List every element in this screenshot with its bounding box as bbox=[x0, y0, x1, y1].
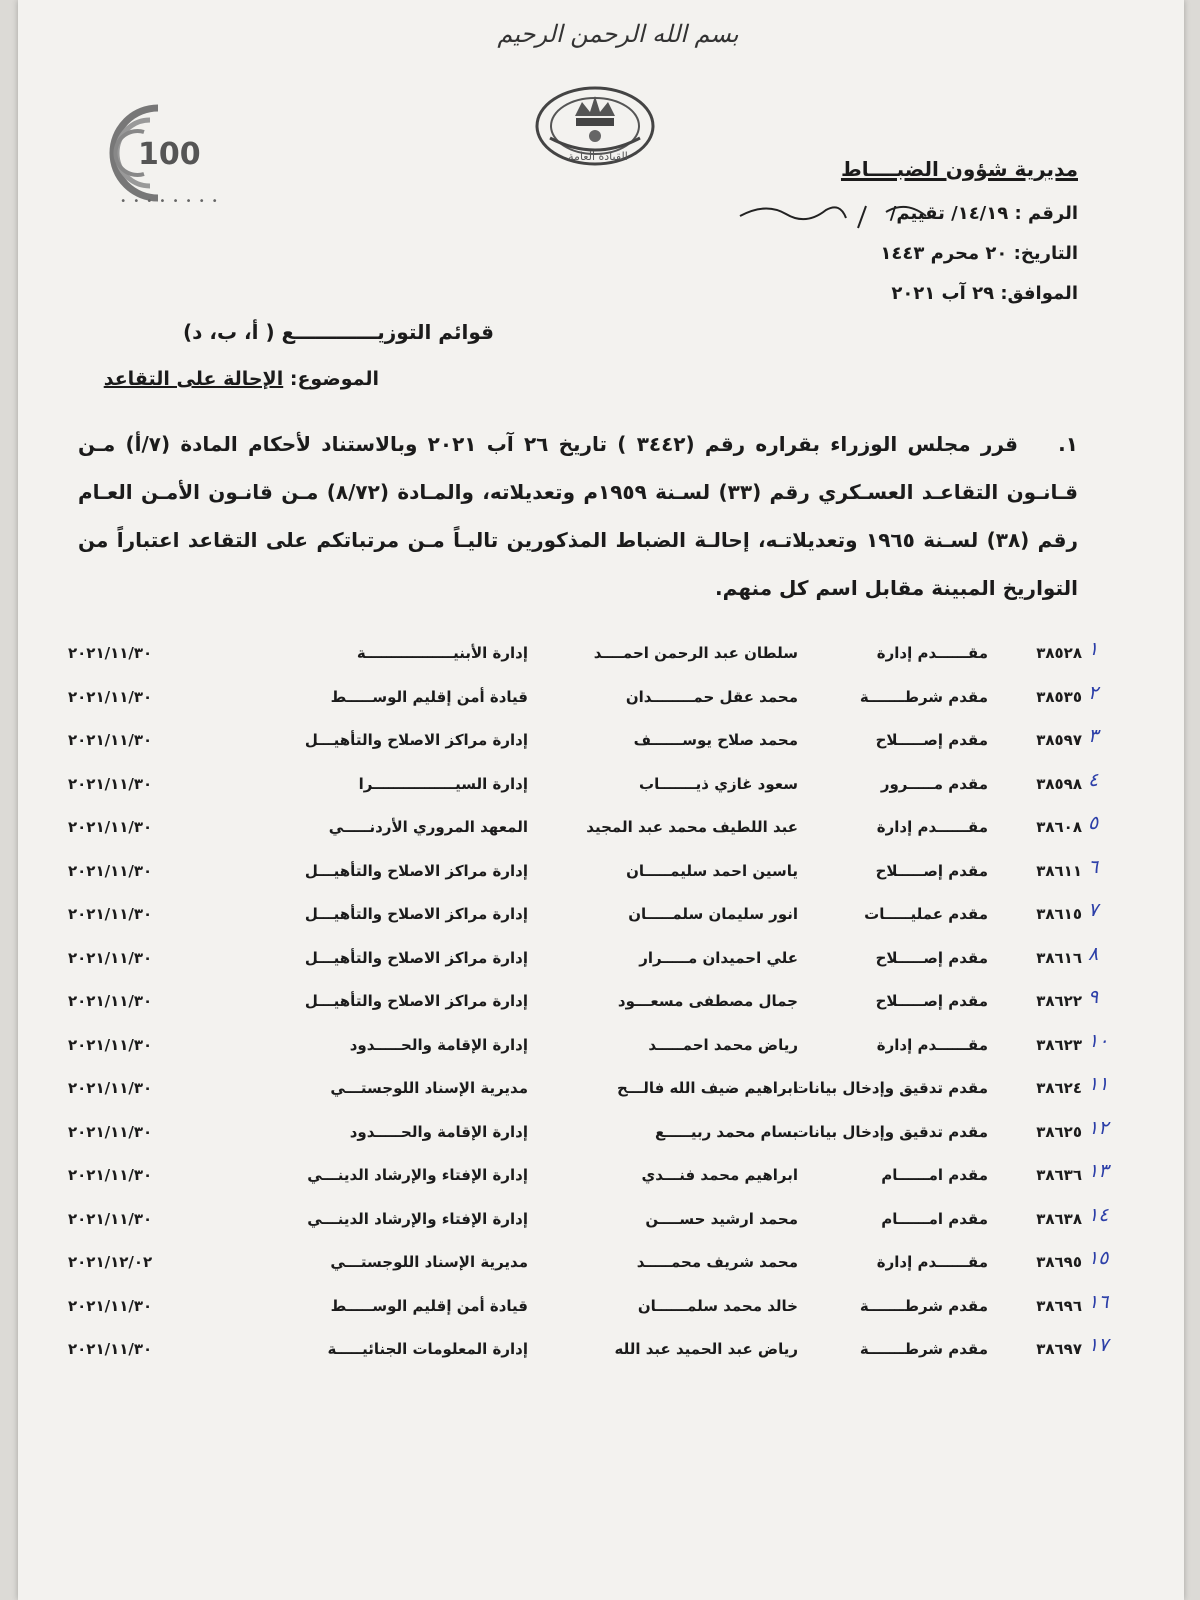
logo-caption: • • • • • • • • bbox=[120, 196, 220, 207]
military-number: ٣٨٦٠٨ bbox=[1036, 818, 1082, 836]
officer-rank: مقدم شرطـــــــة bbox=[859, 1340, 988, 1358]
row-index: ٥ bbox=[1088, 812, 1099, 834]
officer-name: بسام محمد ربيـــــع bbox=[654, 1122, 798, 1141]
paragraph-number: ١. bbox=[1058, 432, 1078, 456]
table-row bbox=[68, 897, 1138, 941]
logo-number: 100 bbox=[138, 137, 201, 172]
retirement-date: ٢٠٢١/١١/٣٠ bbox=[68, 644, 153, 662]
emblem-caption: القيادة العامة bbox=[568, 150, 628, 163]
subject-label: الموضوع: bbox=[289, 368, 379, 390]
military-number: ٣٨٦٣٦ bbox=[1036, 1166, 1082, 1184]
officer-name: ابراهيم محمد فنـــدي bbox=[641, 1166, 798, 1184]
military-number: ٣٨٦٢٤ bbox=[1036, 1079, 1082, 1097]
officer-rank: مقدم امــــــام bbox=[881, 1209, 988, 1228]
decision-paragraph bbox=[78, 420, 1078, 612]
retirement-date: ٢٠٢١/١١/٣٠ bbox=[68, 731, 153, 749]
officer-name: جمال مصطفى مسعـــود bbox=[617, 992, 798, 1010]
svg-text:١ / ١٦٢٦: ١ / ١٦٢٦ bbox=[736, 196, 740, 197]
retirement-date: ٢٠٢١/١١/٣٠ bbox=[68, 992, 153, 1010]
officer-rank: مقدم إصـــــلاح bbox=[875, 948, 988, 967]
table-row bbox=[68, 1289, 1138, 1333]
paragraph-text: قرر مجلس الوزراء بقراره رقم (٣٤٤٢ ) تاريخ ٢٦ آب ٢٠٢١ وبالاستناد لأحكام المادة (٧/أ) مـن قـانـون التقاعـد العسـكري رقم (٣٣) لسـنة ١٩٥٩م وتعديلاته، والمـادة (٨/٧٢) مـن قانـون الأمـن العـام رقم (٣٨) لسـنة ١٩٦٥ وتعديلاتـه، إحالـة الضباط المذكورين تاليـاً مـن مرتباتكم على التقاعد اعتباراً من التواريخ المبينة مقابل اسم كل منهم. bbox=[78, 432, 1078, 600]
officer-department: مديرية الإسناد اللوجستـــي bbox=[330, 1253, 528, 1271]
handwritten-reference bbox=[736, 196, 936, 236]
officer-name: محمد عقل حمــــــــدان bbox=[625, 687, 798, 706]
retirement-date: ٢٠٢١/١١/٣٠ bbox=[68, 1296, 153, 1315]
table-row bbox=[68, 810, 1138, 854]
officer-name: رياض محمد احمـــــد bbox=[648, 1035, 798, 1054]
retirement-date: ٢٠٢١/١١/٣٠ bbox=[68, 687, 153, 706]
table-row bbox=[68, 941, 1138, 985]
officer-department: إدارة مراكز الاصلاح والتأهيـــل bbox=[304, 992, 528, 1010]
officer-name: سعود غازي ذيـــــــاب bbox=[639, 774, 798, 793]
officer-department: إدارة مراكز الاصلاح والتأهيـــل bbox=[304, 861, 528, 880]
distribution-lists: قوائم التوزيــــــــــــع ( أ، ب، د) bbox=[183, 320, 494, 344]
row-index: ١١ bbox=[1088, 1073, 1109, 1095]
officer-department: إدارة السيــــــــــــــــرا bbox=[358, 774, 528, 793]
military-number: ٣٨٦١٥ bbox=[1036, 905, 1082, 923]
row-index: ١٦ bbox=[1088, 1290, 1109, 1313]
officer-rank: مقدم تدقيق وإدخال بيانات bbox=[793, 1122, 988, 1141]
retirement-date: ٢٠٢١/١١/٣٠ bbox=[68, 1122, 153, 1141]
table-row bbox=[68, 1028, 1138, 1072]
officer-name: محمد صلاح يوســــــف bbox=[633, 731, 798, 749]
officer-rank: مقدم إصـــــلاح bbox=[875, 992, 988, 1010]
row-index: ١٢ bbox=[1088, 1116, 1109, 1139]
row-index: ٢ bbox=[1088, 681, 1099, 704]
table-row bbox=[68, 1115, 1138, 1159]
military-number: ٣٨٦٢٢ bbox=[1036, 992, 1082, 1010]
officer-department: إدارة مراكز الاصلاح والتأهيـــل bbox=[304, 731, 528, 749]
table-row bbox=[68, 1158, 1138, 1202]
subject-line bbox=[104, 368, 379, 390]
document-sheet bbox=[18, 0, 1184, 1600]
officer-department: المعهد المروري الأردنـــــي bbox=[328, 818, 528, 836]
military-number: ٣٨٥٩٧ bbox=[1036, 731, 1082, 749]
officer-name: انور سليمان سلمـــــان bbox=[628, 905, 798, 923]
military-number: ٣٨٦٩٥ bbox=[1036, 1253, 1082, 1271]
military-number: ٣٨٦٢٣ bbox=[1036, 1035, 1082, 1054]
department-title: مديرية شؤون الضبــــاط bbox=[840, 157, 1078, 181]
basmala: بسم الله الرحمن الرحيم bbox=[497, 20, 739, 48]
retirement-date: ٢٠٢١/١٢/٠٢ bbox=[68, 1253, 153, 1271]
officer-rank: مقدم عمليـــــات bbox=[864, 905, 988, 923]
officer-rank: مقــــــدم إدارة bbox=[876, 644, 988, 662]
officer-department: إدارة المعلومات الجنائيـــــة bbox=[327, 1340, 528, 1358]
officer-rank: مقدم شرطـــــــة bbox=[859, 1296, 988, 1315]
table-row bbox=[68, 1071, 1138, 1115]
officer-department: إدارة الإقامة والحـــــدود bbox=[349, 1035, 528, 1054]
officer-name: رياض عبد الحميد عبد الله bbox=[614, 1340, 798, 1358]
retirement-date: ٢٠٢١/١١/٣٠ bbox=[68, 1166, 153, 1184]
retirement-date: ٢٠٢١/١١/٣٠ bbox=[68, 818, 153, 836]
officer-rank: مقــــــدم إدارة bbox=[876, 818, 988, 836]
hijri-date: التاريخ: ٢٠ محرم ١٤٤٣ bbox=[880, 243, 1078, 264]
reference-number: الرقم : ١٤/١٩/ تقييم/ bbox=[889, 203, 1078, 224]
officer-department: إدارة الإفتاء والإرشاد الدينـــي bbox=[307, 1166, 528, 1184]
officer-rank: مقدم شرطـــــــة bbox=[859, 687, 988, 706]
military-number: ٣٨٦٩٦ bbox=[1036, 1296, 1082, 1315]
officer-department: إدارة الإقامة والحـــــدود bbox=[349, 1122, 528, 1141]
officer-name: علي احميدان مـــــرار bbox=[639, 948, 798, 967]
retirement-date: ٢٠٢١/١١/٣٠ bbox=[68, 1035, 153, 1054]
military-number: ٣٨٦٣٨ bbox=[1036, 1209, 1082, 1228]
officer-name: ياسين احمد سليمـــــان bbox=[626, 861, 798, 880]
officer-department: إدارة الإفتاء والإرشاد الدينـــي bbox=[307, 1209, 528, 1228]
military-number: ٣٨٦٩٧ bbox=[1036, 1340, 1082, 1358]
officers-table bbox=[68, 636, 1138, 1376]
table-row bbox=[68, 723, 1138, 767]
table-row bbox=[68, 1202, 1138, 1246]
officer-name: محمد شريف محمـــــد bbox=[636, 1253, 798, 1271]
retirement-date: ٢٠٢١/١١/٣٠ bbox=[68, 1209, 153, 1228]
officer-department: قيادة أمن إقليم الوســـــط bbox=[330, 687, 528, 706]
table-row bbox=[68, 1245, 1138, 1289]
table-row bbox=[68, 1332, 1138, 1376]
row-index: ٤ bbox=[1088, 768, 1099, 791]
retirement-date: ٢٠٢١/١١/٣٠ bbox=[68, 774, 153, 793]
officer-name: عبد اللطيف محمد عبد المجيد bbox=[586, 818, 798, 836]
row-index: ١٥ bbox=[1088, 1247, 1109, 1269]
retirement-date: ٢٠٢١/١١/٣٠ bbox=[68, 905, 153, 923]
retirement-date: ٢٠٢١/١١/٣٠ bbox=[68, 861, 153, 880]
row-index: ٣ bbox=[1088, 725, 1099, 747]
row-index: ٩ bbox=[1088, 986, 1099, 1008]
military-number: ٣٨٦١٦ bbox=[1036, 948, 1082, 967]
officer-rank: مقدم إصـــــلاح bbox=[875, 861, 988, 880]
military-number: ٣٨٦١١ bbox=[1036, 861, 1082, 880]
military-number: ٣٨٥٢٨ bbox=[1036, 644, 1082, 662]
military-number: ٣٨٥٣٥ bbox=[1036, 687, 1082, 706]
officer-rank: مقدم إصـــــلاح bbox=[875, 731, 988, 749]
row-index: ٧ bbox=[1088, 899, 1099, 921]
officer-department: قيادة أمن إقليم الوســـــط bbox=[330, 1296, 528, 1315]
officer-name: ابراهيم ضيف الله فالـــح bbox=[617, 1079, 798, 1097]
military-number: ٣٨٥٩٨ bbox=[1036, 774, 1082, 793]
subject-text: الإحالة على التقاعد bbox=[103, 368, 284, 390]
officer-name: سلطان عبد الرحمن احمــــد bbox=[593, 644, 798, 662]
row-index: ١٣ bbox=[1088, 1160, 1109, 1182]
gregorian-date: الموافق: ٢٩ آب ٢٠٢١ bbox=[891, 283, 1078, 304]
row-index: ١٧ bbox=[1088, 1334, 1109, 1356]
retirement-date: ٢٠٢١/١١/٣٠ bbox=[68, 1340, 153, 1358]
officer-department: مديرية الإسناد اللوجستـــي bbox=[330, 1079, 528, 1097]
officer-rank: مقــــــدم إدارة bbox=[876, 1035, 988, 1054]
officer-rank: مقــــــدم إدارة bbox=[876, 1253, 988, 1271]
row-index: ٦ bbox=[1088, 855, 1099, 878]
officer-name: خالد محمد سلمــــــان bbox=[637, 1296, 798, 1315]
row-index: ١٤ bbox=[1088, 1203, 1109, 1226]
officer-department: إدارة مراكز الاصلاح والتأهيـــل bbox=[304, 905, 528, 923]
military-number: ٣٨٦٢٥ bbox=[1036, 1122, 1082, 1141]
retirement-date: ٢٠٢١/١١/٣٠ bbox=[68, 948, 153, 967]
table-row bbox=[68, 680, 1138, 724]
table-row bbox=[68, 854, 1138, 898]
officer-rank: مقدم مـــــرور bbox=[880, 774, 988, 793]
row-index: ٨ bbox=[1088, 942, 1099, 965]
table-row bbox=[68, 984, 1138, 1028]
row-index: ١٠ bbox=[1088, 1029, 1109, 1052]
officer-department: إدارة الأبنيـــــــــــــــــة bbox=[356, 644, 528, 662]
table-row bbox=[68, 636, 1138, 680]
officer-department: إدارة مراكز الاصلاح والتأهيـــل bbox=[304, 948, 528, 967]
officer-rank: مقدم امــــــام bbox=[881, 1166, 988, 1184]
table-row bbox=[68, 767, 1138, 811]
officer-rank: مقدم تدقيق وإدخال بيانات bbox=[793, 1079, 988, 1097]
retirement-date: ٢٠٢١/١١/٣٠ bbox=[68, 1079, 153, 1097]
row-index: ١ bbox=[1088, 638, 1099, 660]
officer-name: محمد ارشيد حســــن bbox=[645, 1209, 798, 1228]
